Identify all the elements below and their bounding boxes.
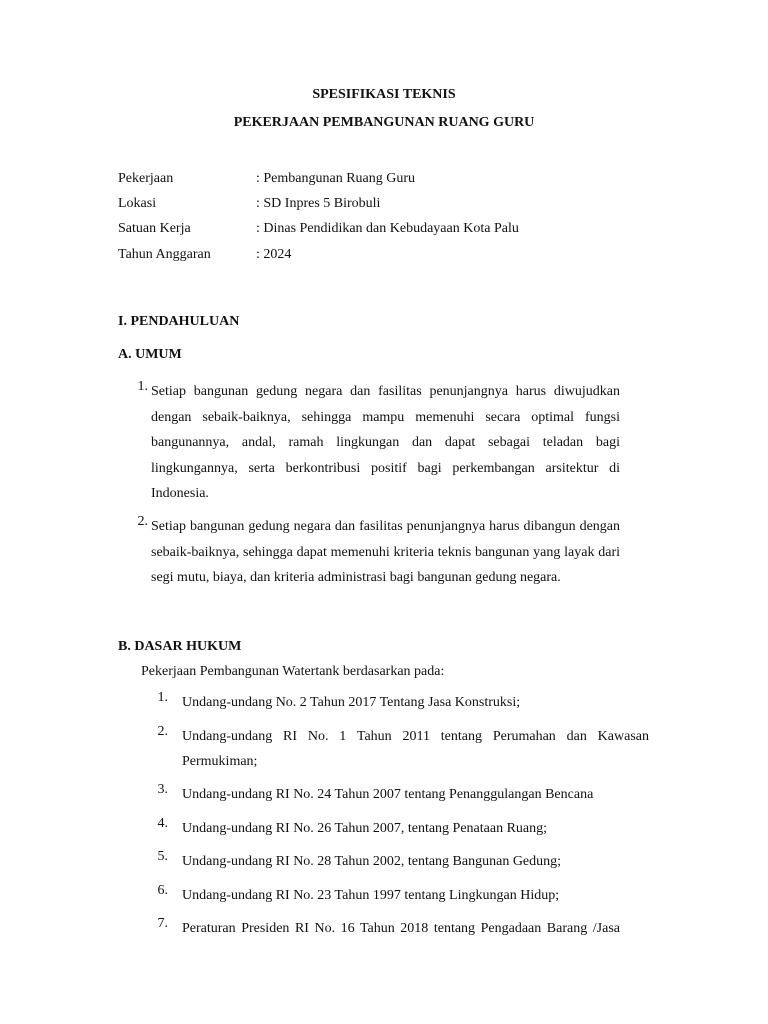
section-heading-pendahuluan: I. PENDAHULUAN <box>118 314 240 329</box>
list-item-text: Undang-undang RI No. 28 Tahun 2002, tentang Bangunan Gedung; <box>182 854 562 869</box>
list-item-text: Peraturan Presiden RI No. 16 Tahun 2018 tentang Pengadaan Barang /Jasa <box>182 921 620 936</box>
document-title: SPESIFIKASI TEKNIS <box>312 87 456 102</box>
meta-label-lokasi: Lokasi <box>118 196 157 211</box>
list-item-text: Undang-undang RI No. 1 Tahun 2011 tentang Perumahan dan Kawasan Permukiman; <box>182 729 649 769</box>
meta-label-pekerjaan: Pekerjaan <box>118 171 174 186</box>
meta-value-lokasi: : SD Inpres 5 Birobuli <box>256 196 381 211</box>
list-item-number: 6. <box>157 883 168 898</box>
list-item-number: 1. <box>157 690 168 705</box>
meta-label-tahun-anggaran: Tahun Anggaran <box>118 247 211 262</box>
list-item-number: 4. <box>157 816 168 831</box>
list-item-text: Undang-undang RI No. 23 Tahun 1997 tentang Lingkungan Hidup; <box>182 888 560 903</box>
meta-value-pekerjaan: : Pembangunan Ruang Guru <box>256 171 416 186</box>
dasar-hukum-intro: Pekerjaan Pembangunan Watertank berdasarkan pada: <box>141 664 445 679</box>
list-item-number: 3. <box>157 782 168 797</box>
list-item-text: Undang-undang No. 2 Tahun 2017 Tentang Jasa Konstruksi; <box>182 695 521 710</box>
list-item-text: Undang-undang RI No. 26 Tahun 2007, tentang Penataan Ruang; <box>182 821 548 836</box>
list-item-number: 7. <box>157 916 168 931</box>
meta-value-satuan-kerja: : Dinas Pendidikan dan Kebudayaan Kota Palu <box>256 221 519 236</box>
subsection-heading-umum: A. UMUM <box>118 347 182 362</box>
list-item-number: 1. <box>137 379 148 394</box>
list-item-text: Undang-undang RI No. 24 Tahun 2007 tentang Penanggulangan Bencana <box>182 787 594 802</box>
meta-label-satuan-kerja: Satuan Kerja <box>118 221 191 236</box>
subsection-heading-dasar-hukum: B. DASAR HUKUM <box>118 639 242 654</box>
document-subtitle: PEKERJAAN PEMBANGUNAN RUANG GURU <box>233 115 535 130</box>
list-item-number: 2. <box>157 724 168 739</box>
list-item-text: Setiap bangunan gedung negara dan fasilitas penunjangnya harus diwujudkan dengan sebaik-baiknya, sehingga mampu memenuhi secara optimal fungsi bangunannya, andal, ramah lingkungan dan dapat sebagai teladan bagi lingkungannya, serta berkontribusi positif bagi perkembangan arsitektur di Indonesia. <box>151 384 620 501</box>
list-item-number: 5. <box>157 849 168 864</box>
meta-value-tahun-anggaran: : 2024 <box>256 247 292 262</box>
list-item-text: Setiap bangunan gedung negara dan fasilitas penunjangnya harus dibangun dengan sebaik-baiknya, sehingga dapat memenuhi kriteria teknis bangunan yang layak dari segi mutu, biaya, dan kriteria administrasi bagi bangunan gedung negara. <box>151 519 620 585</box>
list-item-number: 2. <box>137 514 148 529</box>
